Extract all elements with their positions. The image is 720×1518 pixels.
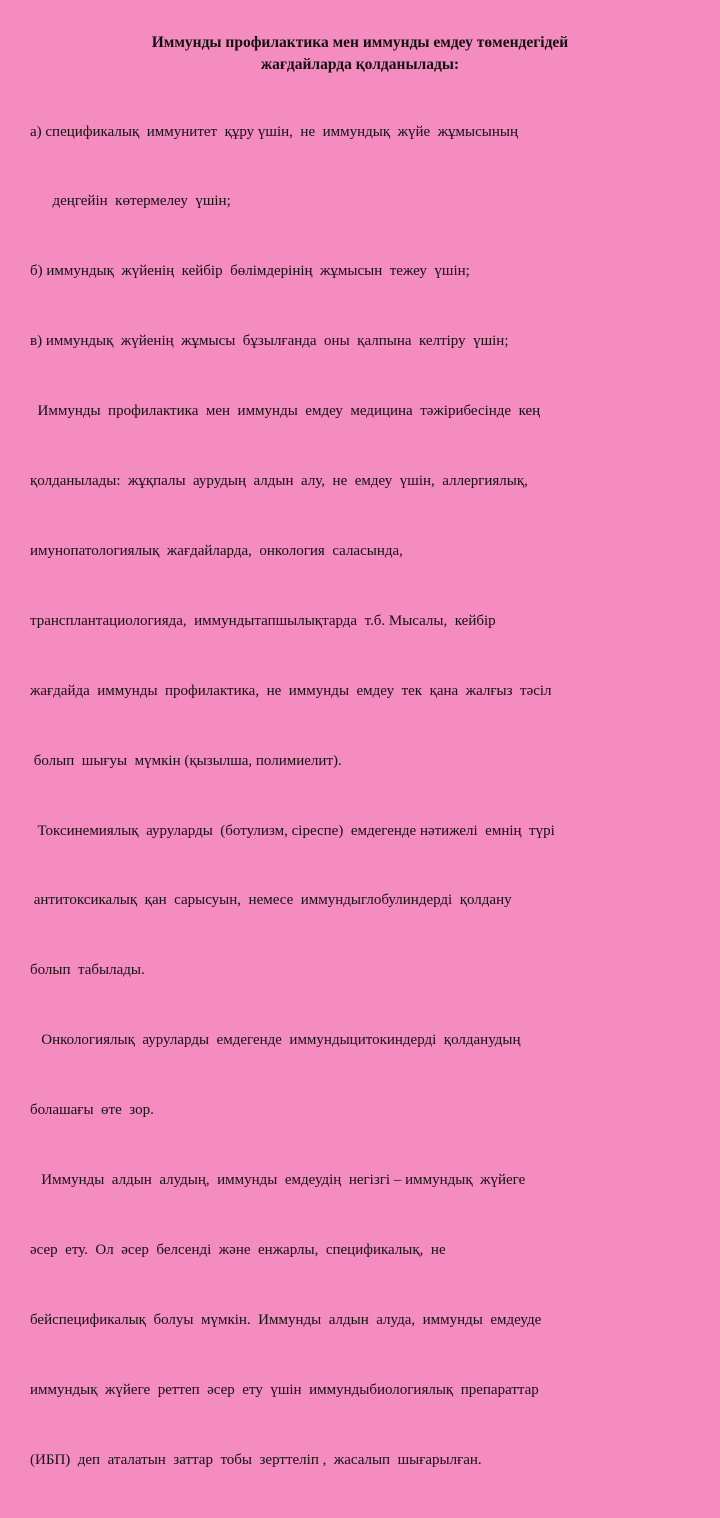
text-line: жағдайда иммунды профилактика, не иммунды емдеу тек қана жалғыз тәсіл (30, 682, 552, 699)
text-line: в) иммундық жүйенің жұмысы бұзылғанда оны қалпына келтіру үшін; (30, 333, 509, 350)
text-line: Иммунды алдын алудың, иммунды емдеудің негізгі – иммундық жүйеге (30, 1171, 526, 1188)
text-line: трансплантациологияда, иммундытапшылықтарда т.б. Мысалы, кейбір (30, 612, 496, 629)
text-line: антитоксикалық қан сарысуын, немесе иммундыглобулиндерді қолдану (30, 892, 512, 909)
body-text (30, 74, 700, 1518)
text-line: Онкологиялық ауруларды емдегенде иммундыцитокиндерді қолданудың (30, 1032, 521, 1049)
text-line: болып шығуы мүмкін (қызылша, полимиелит). (30, 752, 342, 769)
text-line: (ИБП) деп аталатын заттар тобы зерттеліп , жасалып шығарылған. (30, 1451, 482, 1468)
text-line: қолданылады: жұқпалы аурудың алдын алу, не емдеу үшін, аллергиялық, (30, 473, 528, 490)
text-line: болашағы өте зор. (30, 1102, 154, 1119)
text-line: Иммунды профилактика мен иммунды емдеу медицина тәжірибесінде кең (30, 403, 541, 420)
text-line: болып табылады. (30, 962, 145, 979)
text-line: бейспецификалық болуы мүмкін. Иммунды алдын алуда, иммунды емдеуде (30, 1311, 542, 1328)
text-line: иммундық жүйеге реттеп әсер ету үшін иммундыбиологиялық препараттар (30, 1381, 539, 1398)
slide-title (60, 32, 660, 76)
text-line: имунопатологиялық жағдайларда, онкология саласында, (30, 542, 403, 559)
text-line: Токсинемиялық ауруларды (ботулизм, сіреспе) емдегенде нәтижелі емнің түрі (30, 822, 555, 839)
title-line-2: жағдайларда қолданылады: (260, 56, 460, 73)
text-line: деңгейін көтермелеу үшін; (30, 193, 231, 210)
text-line: әсер ету. Ол әсер белсенді және енжарлы, спецификалық, не (30, 1241, 446, 1258)
text-line: б) иммундық жүйенің кейбір бөлімдерінің жұмысын тежеу үшін; (30, 263, 470, 280)
text-line: а) спецификалық иммунитет құру үшін, не иммундық жүйе жұмысының (30, 123, 518, 140)
title-line-1: Иммунды профилактика мен иммунды емдеу төмендегідей (151, 34, 569, 51)
